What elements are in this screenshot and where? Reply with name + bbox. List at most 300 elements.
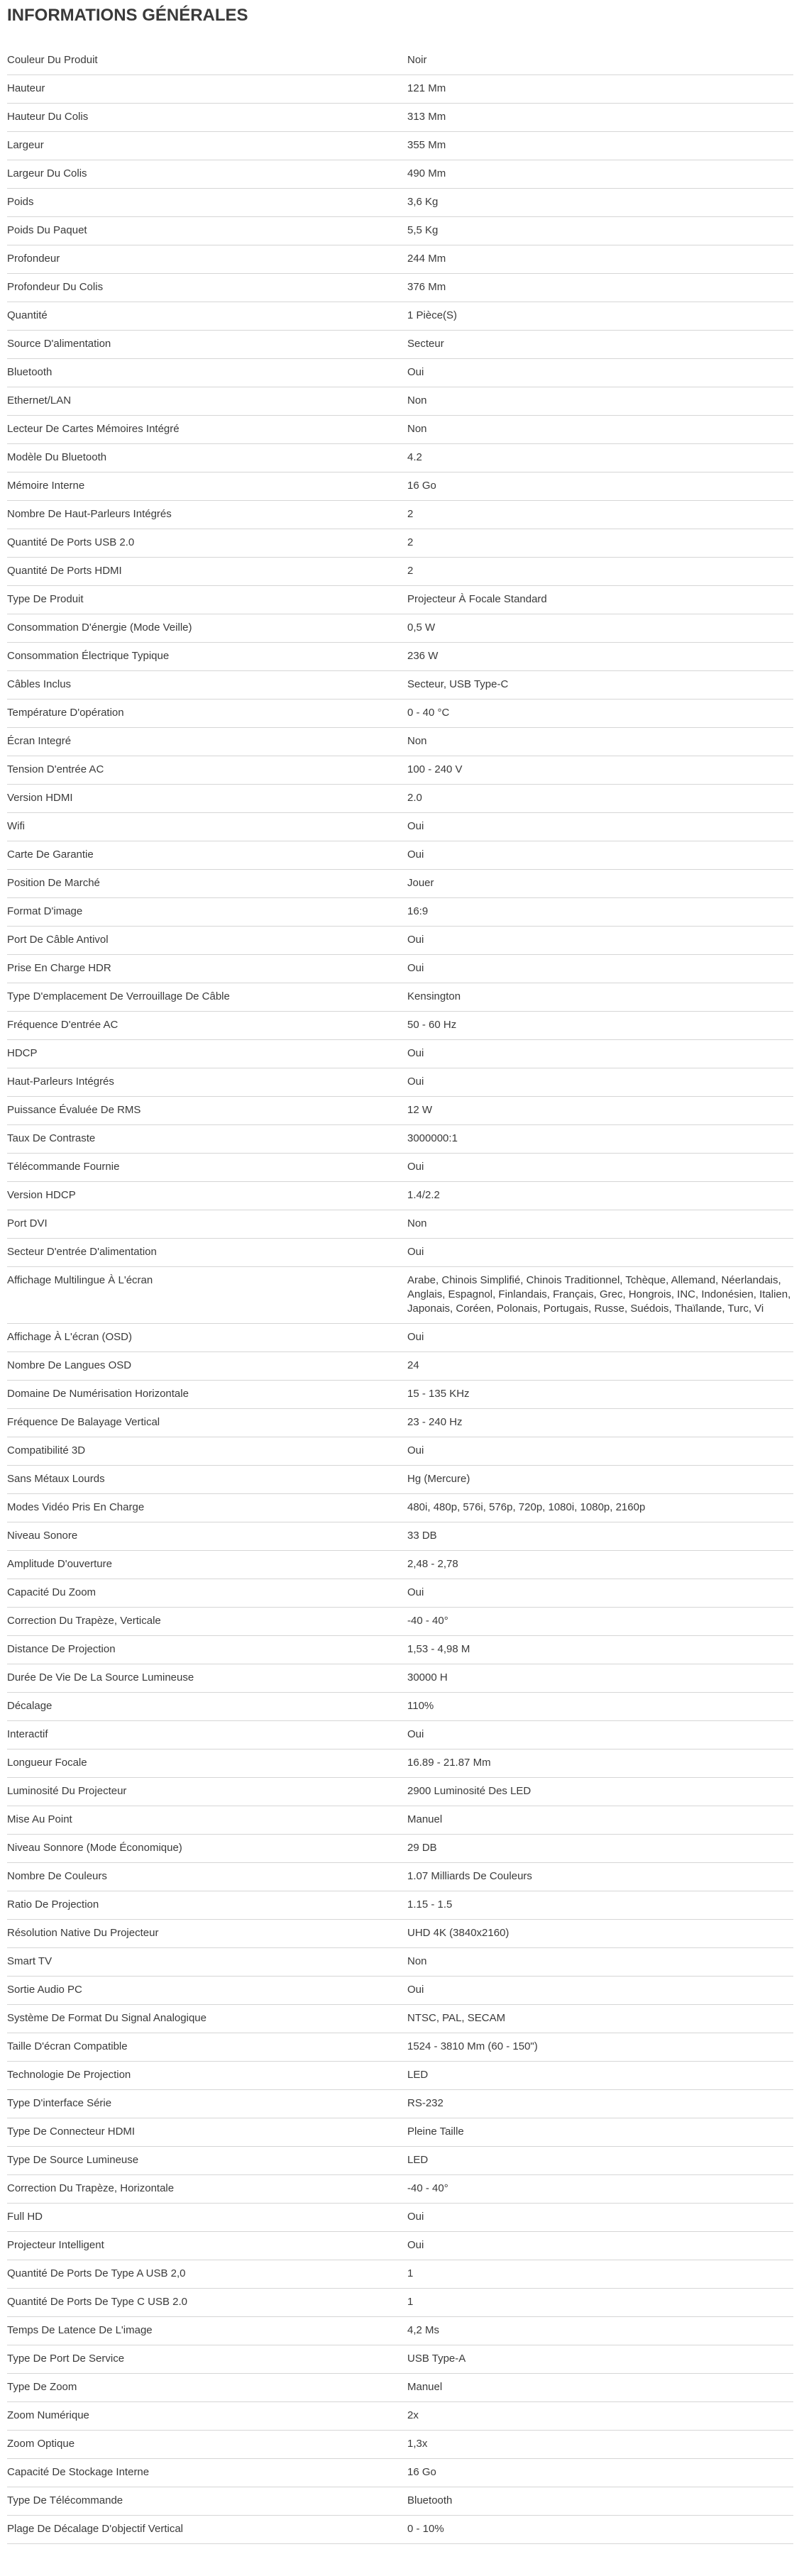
- spec-label: Câbles Inclus: [7, 678, 72, 690]
- spec-value-cell: [407, 1551, 793, 1579]
- spec-label-cell: [7, 756, 407, 785]
- table-row: [7, 160, 793, 189]
- table-row: [7, 1040, 793, 1068]
- table-row: [7, 1863, 793, 1891]
- spec-label: Version HDCP: [7, 1189, 76, 1201]
- table-row: [7, 2118, 793, 2147]
- table-row: [7, 2317, 793, 2345]
- spec-value: 3000000:1: [407, 1132, 458, 1144]
- spec-value: -40 - 40°: [407, 2182, 448, 2194]
- spec-value-cell: [407, 2516, 793, 2544]
- spec-label: Résolution Native Du Projecteur: [7, 1927, 159, 1939]
- spec-value-cell: [407, 160, 793, 189]
- spec-label: Haut-Parleurs Intégrés: [7, 1076, 114, 1088]
- spec-value-cell: [407, 1579, 793, 1608]
- spec-label: Type De Source Lumineuse: [7, 2154, 139, 2166]
- spec-label: Zoom Numérique: [7, 2409, 89, 2421]
- spec-label: Temps De Latence De L'image: [7, 2324, 153, 2336]
- spec-value-cell: [407, 104, 793, 132]
- spec-value: 1,3x: [407, 2438, 428, 2450]
- spec-label-cell: [7, 2204, 407, 2232]
- spec-label-cell: [7, 1551, 407, 1579]
- spec-label: Affichage Multilingue À L'écran: [7, 1274, 153, 1286]
- spec-label: Luminosité Du Projecteur: [7, 1785, 127, 1797]
- table-row: [7, 870, 793, 898]
- table-row: [7, 359, 793, 387]
- spec-value-cell: [407, 1693, 793, 1721]
- spec-value: 0,5 W: [407, 621, 436, 634]
- spec-label-cell: [7, 927, 407, 955]
- spec-value-cell: [407, 1494, 793, 1522]
- spec-label-cell: [7, 1040, 407, 1068]
- spec-label-cell: [7, 1608, 407, 1636]
- table-row: [7, 1749, 793, 1778]
- spec-value-cell: [407, 245, 793, 274]
- spec-label-cell: [7, 2147, 407, 2175]
- spec-label: Correction Du Trapèze, Horizontale: [7, 2182, 175, 2194]
- spec-label-cell: [7, 245, 407, 274]
- spec-value: Hg (Mercure): [407, 1473, 470, 1485]
- spec-label-cell: [7, 1778, 407, 1806]
- table-row: [7, 1068, 793, 1097]
- spec-label: Largeur: [7, 139, 44, 151]
- spec-label: Secteur D'entrée D'alimentation: [7, 1246, 157, 1258]
- spec-value-cell: [407, 927, 793, 955]
- spec-value-cell: [407, 1778, 793, 1806]
- spec-value-cell: [407, 2118, 793, 2147]
- spec-value-cell: [407, 1154, 793, 1182]
- spec-value: 29 DB: [407, 1842, 437, 1854]
- spec-label-cell: [7, 2033, 407, 2062]
- table-row: [7, 1891, 793, 1920]
- spec-label-cell: [7, 728, 407, 756]
- spec-label: Quantité De Ports HDMI: [7, 565, 122, 577]
- spec-label: Tension D'entrée AC: [7, 763, 104, 775]
- table-row: [7, 671, 793, 700]
- spec-label: Profondeur Du Colis: [7, 281, 104, 293]
- spec-label: Largeur Du Colis: [7, 167, 87, 179]
- spec-label-cell: [7, 1522, 407, 1551]
- spec-label-cell: [7, 359, 407, 387]
- spec-value-cell: [407, 1522, 793, 1551]
- spec-label-cell: [7, 785, 407, 813]
- spec-value-cell: [407, 302, 793, 331]
- spec-value-cell: [407, 2459, 793, 2487]
- spec-value: 12 W: [407, 1104, 433, 1116]
- table-row: [7, 2431, 793, 2459]
- table-row: [7, 416, 793, 444]
- spec-value: 490 Mm: [407, 167, 446, 179]
- spec-value: RS-232: [407, 2097, 443, 2109]
- spec-value-cell: [407, 1239, 793, 1267]
- spec-label: Port DVI: [7, 1217, 48, 1229]
- spec-label: Type De Télécommande: [7, 2494, 123, 2506]
- table-row: [7, 1267, 793, 1324]
- spec-value-cell: [407, 1977, 793, 2005]
- spec-label-cell: [7, 1267, 407, 1324]
- spec-value: 236 W: [407, 650, 439, 662]
- spec-label: Poids: [7, 196, 34, 208]
- table-row: [7, 2345, 793, 2374]
- spec-label: Hauteur: [7, 82, 45, 94]
- spec-label: Nombre De Haut-Parleurs Intégrés: [7, 508, 172, 520]
- spec-value-cell: [407, 416, 793, 444]
- table-row: [7, 2090, 793, 2118]
- table-row: [7, 558, 793, 586]
- spec-value: -40 - 40°: [407, 1615, 448, 1627]
- spec-label-cell: [7, 2005, 407, 2033]
- spec-label-cell: [7, 1352, 407, 1381]
- spec-label: Amplitude D'ouverture: [7, 1558, 112, 1570]
- spec-label-cell: [7, 2118, 407, 2147]
- spec-value: 2900 Luminosité Des LED: [407, 1785, 531, 1797]
- spec-value: 110%: [407, 1700, 434, 1712]
- spec-value: 15 - 135 KHz: [407, 1388, 470, 1400]
- spec-label: Projecteur Intelligent: [7, 2239, 104, 2251]
- spec-value: USB Type-A: [407, 2353, 466, 2365]
- spec-label: Sortie Audio PC: [7, 1984, 82, 1996]
- spec-value: Manuel: [407, 2381, 443, 2393]
- spec-label-cell: [7, 898, 407, 927]
- spec-label-cell: [7, 1154, 407, 1182]
- spec-value-cell: [407, 558, 793, 586]
- spec-label: Port De Câble Antivol: [7, 934, 109, 946]
- spec-label: Hauteur Du Colis: [7, 111, 89, 123]
- spec-label-cell: [7, 1891, 407, 1920]
- spec-label: Taille D'écran Compatible: [7, 2040, 128, 2052]
- spec-value: 2x: [407, 2409, 419, 2421]
- spec-value-cell: [407, 2431, 793, 2459]
- table-row: [7, 1835, 793, 1863]
- spec-value-cell: [407, 529, 793, 558]
- table-row: [7, 1693, 793, 1721]
- spec-label: Quantité De Ports De Type A USB 2,0: [7, 2267, 186, 2279]
- spec-label: Lecteur De Cartes Mémoires Intégré: [7, 423, 180, 435]
- spec-value-cell: [407, 2204, 793, 2232]
- spec-label-cell: [7, 2516, 407, 2544]
- spec-label-cell: [7, 1636, 407, 1664]
- spec-value-cell: [407, 2345, 793, 2374]
- spec-value-cell: [407, 586, 793, 614]
- spec-value-cell: [407, 671, 793, 700]
- spec-value: Secteur: [407, 338, 444, 350]
- spec-value-cell: [407, 2402, 793, 2431]
- table-row: [7, 529, 793, 558]
- spec-label-cell: [7, 1749, 407, 1778]
- table-row: [7, 1125, 793, 1154]
- table-row: [7, 2033, 793, 2062]
- spec-label: Nombre De Langues OSD: [7, 1359, 132, 1371]
- table-row: [7, 898, 793, 927]
- table-row: [7, 1182, 793, 1210]
- table-row: [7, 1977, 793, 2005]
- spec-label: Poids Du Paquet: [7, 224, 87, 236]
- spec-label-cell: [7, 1409, 407, 1437]
- table-row: [7, 1664, 793, 1693]
- spec-label: Format D'image: [7, 905, 83, 917]
- spec-label-cell: [7, 700, 407, 728]
- spec-label: Domaine De Numérisation Horizontale: [7, 1388, 189, 1400]
- spec-value: 1 Pièce(S): [407, 309, 458, 321]
- spec-label: Niveau Sonore: [7, 1530, 78, 1542]
- spec-value: 50 - 60 Hz: [407, 1019, 457, 1031]
- spec-value: Oui: [407, 848, 424, 861]
- spec-value-cell: [407, 1040, 793, 1068]
- spec-label: Fréquence D'entrée AC: [7, 1019, 119, 1031]
- spec-label-cell: [7, 643, 407, 671]
- spec-label-cell: [7, 331, 407, 359]
- spec-label-cell: [7, 1381, 407, 1409]
- spec-label-cell: [7, 2289, 407, 2317]
- table-row: [7, 1239, 793, 1267]
- spec-label-cell: [7, 1977, 407, 2005]
- spec-label-cell: [7, 1324, 407, 1352]
- table-row: [7, 1608, 793, 1636]
- spec-value-cell: [407, 2033, 793, 2062]
- table-row: [7, 2204, 793, 2232]
- spec-label: Distance De Projection: [7, 1643, 116, 1655]
- spec-label: Type De Port De Service: [7, 2353, 125, 2365]
- spec-label: Mise Au Point: [7, 1813, 72, 1825]
- spec-label: Full HD: [7, 2211, 43, 2223]
- spec-value-cell: [407, 1721, 793, 1749]
- table-row: [7, 728, 793, 756]
- spec-label: Télécommande Fournie: [7, 1161, 120, 1173]
- spec-label: Couleur Du Produit: [7, 54, 98, 66]
- spec-value: Oui: [407, 820, 424, 832]
- spec-label: Quantité: [7, 309, 48, 321]
- table-row: [7, 2175, 793, 2204]
- spec-value-cell: [407, 1097, 793, 1125]
- table-row: [7, 2062, 793, 2090]
- spec-label: Capacité Du Zoom: [7, 1586, 97, 1598]
- spec-label-cell: [7, 586, 407, 614]
- spec-value-cell: [407, 2317, 793, 2345]
- spec-label: Position De Marché: [7, 877, 100, 889]
- spec-value: 1524 - 3810 Mm (60 - 150"): [407, 2040, 538, 2052]
- spec-value-cell: [407, 2232, 793, 2260]
- spec-value-cell: [407, 1891, 793, 1920]
- spec-label-cell: [7, 132, 407, 160]
- spec-label: Type De Connecteur HDMI: [7, 2126, 136, 2138]
- table-row: [7, 1437, 793, 1466]
- table-row: [7, 104, 793, 132]
- spec-value-cell: [407, 1664, 793, 1693]
- spec-value: Projecteur À Focale Standard: [407, 593, 547, 605]
- spec-label-cell: [7, 558, 407, 586]
- table-row: [7, 2147, 793, 2175]
- table-row: [7, 756, 793, 785]
- spec-value-cell: [407, 1466, 793, 1494]
- spec-label: Carte De Garantie: [7, 848, 94, 861]
- spec-value-cell: [407, 1381, 793, 1409]
- spec-value: 121 Mm: [407, 82, 446, 94]
- spec-label: Consommation D'énergie (Mode Veille): [7, 621, 192, 634]
- spec-label-cell: [7, 1210, 407, 1239]
- table-row: [7, 785, 793, 813]
- spec-value-cell: [407, 955, 793, 983]
- spec-label: Durée De Vie De La Source Lumineuse: [7, 1671, 194, 1684]
- spec-label: Version HDMI: [7, 792, 73, 804]
- spec-label-cell: [7, 1863, 407, 1891]
- table-row: [7, 2487, 793, 2516]
- table-row: [7, 2402, 793, 2431]
- table-row: [7, 1721, 793, 1749]
- spec-label-cell: [7, 1437, 407, 1466]
- spec-table: [7, 47, 793, 2544]
- spec-value: 1.15 - 1.5: [407, 1898, 453, 1911]
- spec-value: 0 - 10%: [407, 2523, 444, 2535]
- table-row: [7, 444, 793, 472]
- spec-value-cell: [407, 1125, 793, 1154]
- spec-label: Wifi: [7, 820, 25, 832]
- table-row: [7, 983, 793, 1012]
- spec-label-cell: [7, 1806, 407, 1835]
- table-row: [7, 1551, 793, 1579]
- spec-value: 376 Mm: [407, 281, 446, 293]
- table-row: [7, 2260, 793, 2289]
- spec-label: Quantité De Ports USB 2.0: [7, 536, 135, 548]
- spec-value-cell: [407, 472, 793, 501]
- table-row: [7, 387, 793, 416]
- spec-label: Fréquence De Balayage Vertical: [7, 1416, 160, 1428]
- spec-value: Pleine Taille: [407, 2126, 464, 2138]
- spec-value: 23 - 240 Hz: [407, 1416, 463, 1428]
- spec-value-cell: [407, 1352, 793, 1381]
- spec-label-cell: [7, 274, 407, 302]
- table-row: [7, 1579, 793, 1608]
- table-row: [7, 1806, 793, 1835]
- table-row: [7, 47, 793, 75]
- table-row: [7, 245, 793, 274]
- spec-label: Technologie De Projection: [7, 2069, 131, 2081]
- spec-label-cell: [7, 1664, 407, 1693]
- spec-label-cell: [7, 1494, 407, 1522]
- spec-value-cell: [407, 2374, 793, 2402]
- spec-label-cell: [7, 2062, 407, 2090]
- spec-value: Non: [407, 1955, 427, 1967]
- spec-label: Smart TV: [7, 1955, 53, 1967]
- spec-value: LED: [407, 2154, 429, 2166]
- spec-label: Ethernet/LAN: [7, 394, 72, 407]
- spec-value: 2: [407, 536, 414, 548]
- spec-value: 244 Mm: [407, 253, 446, 265]
- spec-value: Non: [407, 423, 427, 435]
- table-row: [7, 1466, 793, 1494]
- spec-label: Zoom Optique: [7, 2438, 75, 2450]
- spec-value: 100 - 240 V: [407, 763, 463, 775]
- spec-value-cell: [407, 756, 793, 785]
- spec-label: Modèle Du Bluetooth: [7, 451, 107, 463]
- spec-value-cell: [407, 870, 793, 898]
- table-row: [7, 1324, 793, 1352]
- spec-label-cell: [7, 2374, 407, 2402]
- spec-label: Niveau Sonnore (Mode Économique): [7, 1842, 182, 1854]
- spec-value-cell: [407, 1012, 793, 1040]
- spec-label: Décalage: [7, 1700, 53, 1712]
- spec-value-cell: [407, 2090, 793, 2118]
- spec-value-cell: [407, 2147, 793, 2175]
- spec-label: Compatibilité 3D: [7, 1444, 86, 1456]
- spec-label-cell: [7, 2345, 407, 2374]
- spec-label-cell: [7, 444, 407, 472]
- table-row: [7, 2374, 793, 2402]
- spec-value-cell: [407, 2487, 793, 2516]
- spec-value: 3,6 Kg: [407, 196, 439, 208]
- spec-value-cell: [407, 728, 793, 756]
- spec-label-cell: [7, 955, 407, 983]
- spec-value-cell: [407, 614, 793, 643]
- spec-label-cell: [7, 2431, 407, 2459]
- spec-label: Interactif: [7, 1728, 48, 1740]
- spec-value: Noir: [407, 54, 427, 66]
- spec-value: 2.0: [407, 792, 422, 804]
- spec-label-cell: [7, 1693, 407, 1721]
- spec-value: Oui: [407, 1984, 424, 1996]
- spec-value-cell: [407, 501, 793, 529]
- table-row: [7, 1409, 793, 1437]
- spec-value: 24: [407, 1359, 419, 1371]
- spec-label: Bluetooth: [7, 366, 53, 378]
- spec-value-cell: [407, 189, 793, 217]
- spec-value: 4.2: [407, 451, 422, 463]
- table-row: [7, 1012, 793, 1040]
- table-row: [7, 841, 793, 870]
- spec-value: Oui: [407, 366, 424, 378]
- spec-value-cell: [407, 75, 793, 104]
- spec-value: 1: [407, 2296, 414, 2308]
- table-row: [7, 1210, 793, 1239]
- spec-value: 30000 H: [407, 1671, 448, 1684]
- spec-value-cell: [407, 132, 793, 160]
- spec-label: Modes Vidéo Pris En Charge: [7, 1501, 145, 1513]
- spec-label-cell: [7, 983, 407, 1012]
- spec-value: 480i, 480p, 576i, 576p, 720p, 1080i, 1080p, 2160p: [407, 1501, 646, 1513]
- spec-label: Nombre De Couleurs: [7, 1870, 107, 1882]
- table-row: [7, 1920, 793, 1948]
- spec-label-cell: [7, 1835, 407, 1863]
- table-row: [7, 1494, 793, 1522]
- spec-value: 16 Go: [407, 2466, 436, 2478]
- spec-value: Oui: [407, 1076, 424, 1088]
- spec-value-cell: [407, 359, 793, 387]
- table-row: [7, 1522, 793, 1551]
- spec-label-cell: [7, 217, 407, 245]
- spec-label-cell: [7, 529, 407, 558]
- spec-label: HDCP: [7, 1047, 38, 1059]
- spec-value-cell: [407, 983, 793, 1012]
- table-row: [7, 614, 793, 643]
- table-row: [7, 927, 793, 955]
- spec-value-cell: [407, 841, 793, 870]
- spec-value: 2: [407, 508, 414, 520]
- spec-value: Oui: [407, 1331, 424, 1343]
- spec-label: Type De Produit: [7, 593, 84, 605]
- spec-value-cell: [407, 1182, 793, 1210]
- spec-label-cell: [7, 614, 407, 643]
- spec-label: Type D'emplacement De Verrouillage De Câble: [7, 990, 230, 1002]
- spec-label-cell: [7, 75, 407, 104]
- spec-label: Correction Du Trapèze, Verticale: [7, 1615, 161, 1627]
- table-row: [7, 1636, 793, 1664]
- table-row: [7, 472, 793, 501]
- spec-value-cell: [407, 1749, 793, 1778]
- spec-table-body: [7, 47, 793, 2544]
- spec-label: Profondeur: [7, 253, 60, 265]
- spec-value: LED: [407, 2069, 429, 2081]
- spec-label-cell: [7, 387, 407, 416]
- spec-value-cell: [407, 2289, 793, 2317]
